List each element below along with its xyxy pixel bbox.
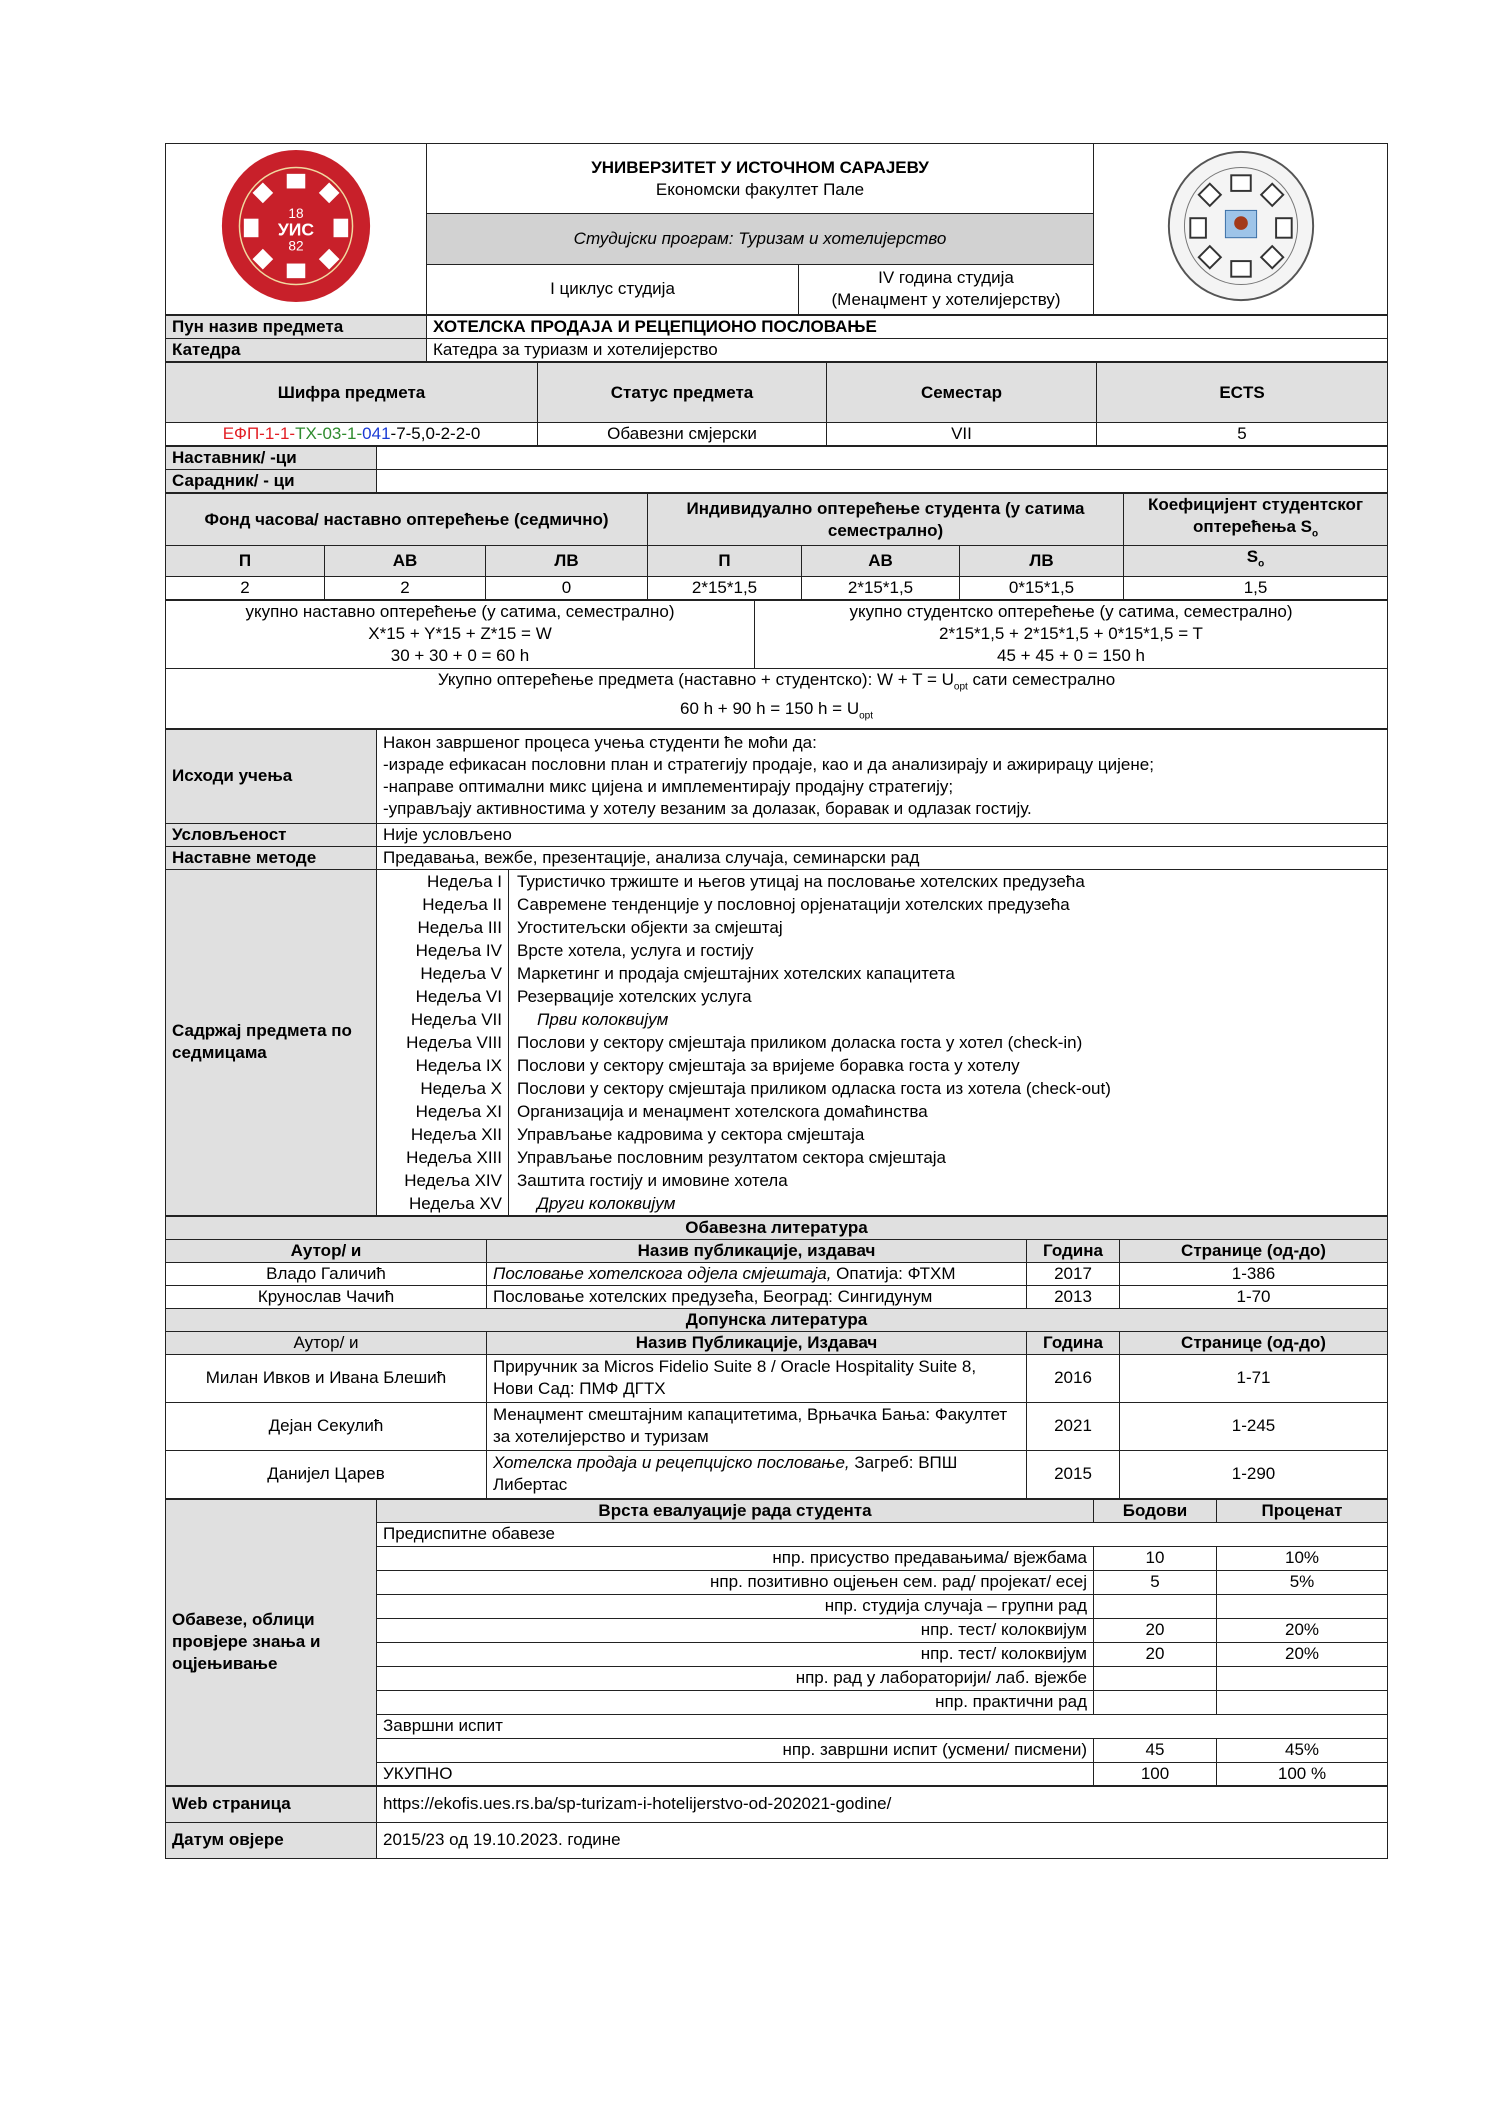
assistant-value	[377, 470, 1388, 493]
lit-pages: 1-290	[1120, 1450, 1388, 1498]
coefficient-label: Коефицијент студентског оптерећења S	[1148, 495, 1364, 536]
lit-title	[487, 1285, 1027, 1308]
mandatory-literature-title: Обавезна литература	[166, 1216, 1388, 1239]
week-label: Недеља IV	[377, 939, 509, 962]
col-p-individual: П	[648, 546, 802, 576]
eval-percent	[1217, 1690, 1388, 1714]
overall-load-sub: opt	[953, 681, 968, 693]
methods-value: Предавања, вежбе, презентације, анализа случаја, семинарски рад	[377, 846, 1388, 869]
week-label: Недеља II	[377, 893, 509, 916]
student-total-formula: 2*15*1,5 + 2*15*1,5 + 0*15*1,5 = T	[939, 624, 1203, 644]
assistant-label: Сарадник/ - ци	[166, 470, 377, 493]
col-av-individual: АВ	[802, 546, 960, 576]
week-label: Недеља XII	[377, 1123, 509, 1146]
lit-pages: 1-71	[1120, 1354, 1388, 1402]
lit-title-rest: Пословање хотелских предузећа, Београд: Сингидунум	[493, 1286, 933, 1306]
week-label: Недеља XIV	[377, 1169, 509, 1192]
eval-points-header: Бодови	[1094, 1499, 1217, 1522]
week-topic: Маркетинг и продаја смјештајних хотелских капацитета	[517, 963, 955, 983]
eval-percent: 45%	[1217, 1738, 1388, 1762]
week-label: Недеља VI	[377, 985, 509, 1008]
eval-item: нпр. рад у лабораторији/ лаб. вјежбе	[377, 1666, 1094, 1690]
outcome-item: -управљају активностима у хотелу везаним за долазак, боравак и одлазак гостију.	[383, 799, 1032, 819]
footer-table	[165, 1786, 1388, 1859]
week-label: Недеља XI	[377, 1100, 509, 1123]
coefficient-sub: o	[1312, 528, 1319, 540]
lit-title	[487, 1402, 1027, 1450]
teaching-total-cell	[166, 600, 755, 668]
week-topic: Управљање пословним резултатом сектора смјештаја	[517, 1147, 947, 1167]
lit-author-header: Аутор/ и	[166, 1239, 487, 1262]
value-lv-weekly: 0	[486, 576, 648, 599]
university-name: УНИВЕРЗИТЕТ У ИСТОЧНОМ САРАЈЕВУ	[591, 157, 929, 177]
weekly-load-header: Фонд часова/ наставно оптерећење (седмично)	[166, 494, 648, 546]
eval-percent: 5%	[1217, 1570, 1388, 1594]
sup-author-header: Аутор/ и	[166, 1331, 487, 1354]
eval-points: 10	[1094, 1546, 1217, 1570]
eval-points: 20	[1094, 1642, 1217, 1666]
outcome-intro: Након завршеног процеса учења студенти ће моћи да:	[383, 733, 817, 753]
lit-pages: 1-70	[1120, 1285, 1388, 1308]
web-label: Web страница	[166, 1786, 377, 1822]
evaluation-label: Обавезе, облици провјере знања и оцјењивање	[166, 1499, 377, 1785]
eval-item: нпр. присуство предавањима/ вјежбама	[377, 1546, 1094, 1570]
lit-title-rest: Загреб: ВПШ Либертас	[493, 1453, 958, 1495]
university-seal-icon	[218, 148, 374, 304]
student-total-cell	[755, 600, 1388, 668]
individual-load-header: Индивидуално оптерећење студента (у сатима семестрално)	[648, 494, 1124, 546]
svg-text:82: 82	[288, 238, 304, 254]
department-value: Катедра за туриазм и хотелијерство	[427, 339, 1388, 362]
supplementary-literature-title: Допунска литература	[166, 1308, 1388, 1331]
literature-row	[166, 1285, 1388, 1308]
code-label: Шифра предмета	[166, 363, 538, 423]
week-topic: Резервације хотелских услуга	[517, 986, 752, 1006]
sup-title-header: Назив Публикације, Издавач	[487, 1331, 1027, 1354]
week-label: Недеља I	[377, 870, 509, 893]
lit-author: Владо Галичић	[166, 1262, 487, 1285]
course-status: Обавезни смјерски	[538, 423, 827, 446]
course-ects: 5	[1097, 423, 1388, 446]
so-label: S	[1246, 547, 1259, 567]
value-p-weekly: 2	[166, 576, 325, 599]
prerequisite-label: Условљеност	[166, 823, 377, 846]
col-so	[1124, 546, 1388, 576]
teacher-value	[377, 447, 1388, 470]
study-year-cell	[799, 264, 1094, 314]
eval-percent-header: Проценат	[1217, 1499, 1388, 1522]
week-topic: Заштита гостију и имовине хотела	[517, 1170, 788, 1190]
course-meta-table	[165, 362, 1388, 446]
final-exam-label: Завршни испит	[377, 1714, 1388, 1738]
sup-pages-header: Странице (од-до)	[1120, 1331, 1388, 1354]
eval-points	[1094, 1594, 1217, 1618]
lit-year: 2016	[1027, 1354, 1120, 1402]
right-logo-cell	[1094, 144, 1388, 315]
week-topic: Послови у сектору смјештаја за вријеме боравка госта у хотелу	[517, 1055, 1020, 1075]
col-lv-weekly: ЛВ	[486, 546, 648, 576]
course-details-table	[165, 729, 1388, 1216]
week-topic: Савремене тенденције у пословној орјенатацији хотелских предузећа	[517, 894, 1070, 914]
value-av-individual: 2*15*1,5	[802, 576, 960, 599]
course-code	[166, 423, 538, 446]
lit-title-italic: Хотелска продаја и рецепцијско пословање,	[493, 1453, 850, 1473]
lit-year-header: Година	[1027, 1239, 1120, 1262]
university-title-cell	[427, 144, 1094, 214]
svg-text:18: 18	[288, 206, 304, 222]
col-p-weekly: П	[166, 546, 325, 576]
outcomes-label: Исходи учења	[166, 729, 377, 823]
literature-row	[166, 1450, 1388, 1498]
literature-row	[166, 1262, 1388, 1285]
week-topic: Управљање кадровима у сектора смјештаја	[517, 1124, 865, 1144]
overall-load-unit: сати семестрално	[967, 669, 1116, 689]
eval-points	[1094, 1690, 1217, 1714]
overall-load-cell	[166, 668, 1388, 728]
study-cycle: I циклус студија	[427, 264, 799, 314]
methods-label: Наставне методе	[166, 846, 377, 869]
week-topic: Послови у сектору смјештаја приликом доласка госта у хотел (check-in)	[517, 1032, 1083, 1052]
total-points: 100	[1094, 1762, 1217, 1785]
approval-label: Датум овјере	[166, 1822, 377, 1858]
code-part-number: 041	[362, 424, 391, 443]
approval-value: 2015/23 од 19.10.2023. године	[377, 1822, 1388, 1858]
lit-pages: 1-386	[1120, 1262, 1388, 1285]
lit-year: 2013	[1027, 1285, 1120, 1308]
week-topic: Врсте хотела, услуга и гостију	[517, 940, 754, 960]
weekly-content-cell	[377, 869, 1388, 1215]
col-lv-individual: ЛВ	[960, 546, 1124, 576]
week-label: Недеља XIII	[377, 1146, 509, 1169]
week-topic-exam: Други колоквијум	[537, 1193, 676, 1213]
overall-load-formula: Укупно оптерећење предмета (наставно + студентско): W + T = U	[437, 669, 954, 689]
staff-table	[165, 446, 1388, 493]
eval-item: нпр. тест/ колоквијум	[377, 1618, 1094, 1642]
full-name-label: Пун назив предмета	[166, 316, 427, 339]
lit-title-italic: Пословање хотелскога одјела смјештаја,	[493, 1263, 832, 1283]
literature-row	[166, 1402, 1388, 1450]
week-topic: Угоститељски објекти за смјештај	[517, 917, 783, 937]
workload-totals-table	[165, 600, 1388, 729]
lit-author: Дејан Секулић	[166, 1402, 487, 1450]
lit-title	[487, 1354, 1027, 1402]
eval-type-header: Врста евалуације рада студента	[377, 1499, 1094, 1522]
eval-points	[1094, 1666, 1217, 1690]
literature-table	[165, 1216, 1388, 1499]
eval-percent: 20%	[1217, 1618, 1388, 1642]
eval-percent	[1217, 1666, 1388, 1690]
value-p-individual: 2*15*1,5	[648, 576, 802, 599]
week-topic: Туристичко тржиште и његов утицај на пословање хотелских предузећа	[517, 871, 1085, 891]
eval-points: 20	[1094, 1618, 1217, 1642]
outcome-item: -направе оптимални микс цијена и имплементирају продајну стратегију;	[383, 777, 954, 797]
department-label: Катедра	[166, 339, 427, 362]
eval-item: нпр. тест/ колоквијум	[377, 1642, 1094, 1666]
evaluation-table	[165, 1499, 1388, 1786]
lit-title	[487, 1262, 1027, 1285]
value-so: 1,5	[1124, 576, 1388, 599]
workload-table	[165, 493, 1388, 600]
prerequisite-value: Није условљено	[377, 823, 1388, 846]
faculty-seal-icon	[1163, 148, 1319, 304]
code-part-program: ТХ-03-1-	[295, 424, 363, 443]
overall-load-result-sub: opt	[859, 710, 874, 722]
course-semester: VII	[827, 423, 1097, 446]
eval-item: нпр. завршни испит (усмени/ писмени)	[377, 1738, 1094, 1762]
status-label: Статус предмета	[538, 363, 827, 423]
week-label: Недеља XV	[377, 1192, 509, 1215]
web-link[interactable]: https://ekofis.ues.rs.ba/sp-turizam-i-hotelijerstvo-od-202021-godine/	[377, 1786, 1388, 1822]
left-logo-cell	[166, 144, 427, 315]
ects-label: ECTS	[1097, 363, 1388, 423]
week-label: Недеља VIII	[377, 1031, 509, 1054]
eval-item: нпр. студија случаја – групни рад	[377, 1594, 1094, 1618]
teacher-label: Наставник/ -ци	[166, 447, 377, 470]
header-table	[165, 143, 1388, 315]
content-label: Садржај предмета по седмицама	[166, 869, 377, 1215]
week-topic: Послови у сектору смјештаја приликом одласка госта из хотела (check-out)	[517, 1078, 1111, 1098]
coefficient-header	[1124, 494, 1388, 546]
lit-title-rest: Менаџмент смештајним капацитетима, Врњачка Бања: Факултет за хотелијерство и туризам	[493, 1405, 1008, 1447]
week-label: Недеља X	[377, 1077, 509, 1100]
course-info-table	[165, 315, 1388, 362]
study-program: Студијски програм: Туризам и хотелијерство	[427, 214, 1094, 264]
course-full-name: ХОТЕЛСКА ПРОДАЈА И РЕЦЕПЦИОНО ПОСЛОВАЊЕ	[427, 316, 1388, 339]
lit-year: 2015	[1027, 1450, 1120, 1498]
week-label: Недеља VII	[377, 1008, 509, 1031]
student-total-title: укупно студентско оптерећење (у сатима, семестрално)	[849, 602, 1293, 622]
lit-pages: 1-245	[1120, 1402, 1388, 1450]
lit-pages-header: Странице (од-до)	[1120, 1239, 1388, 1262]
teaching-total-result: 30 + 30 + 0 = 60 h	[390, 646, 530, 666]
sup-year-header: Година	[1027, 1331, 1120, 1354]
outcomes-cell	[377, 729, 1388, 823]
faculty-name: Економски факултет Пале	[655, 179, 865, 199]
lit-title-header: Назив публикације, издавач	[487, 1239, 1027, 1262]
teaching-total-formula: X*15 + Y*15 + Z*15 = W	[368, 624, 552, 644]
eval-points: 5	[1094, 1570, 1217, 1594]
lit-title-rest: Приручник за Micros Fidelio Suite 8 / Oracle Hospitality Suite 8, Нови Сад: ПМФ ДГТХ	[493, 1357, 977, 1399]
lit-year: 2017	[1027, 1262, 1120, 1285]
lit-title-rest: Опатија: ФТХМ	[831, 1263, 956, 1283]
eval-percent	[1217, 1594, 1388, 1618]
col-av-weekly: АВ	[325, 546, 486, 576]
lit-year: 2021	[1027, 1402, 1120, 1450]
eval-item: нпр. позитивно оцјењен сем. рад/ пројекат/ есеј	[377, 1570, 1094, 1594]
lit-title	[487, 1450, 1027, 1498]
literature-row	[166, 1354, 1388, 1402]
outcome-item: -израде ефикасан пословни план и стратегију продаје, као и да анализирају и ажирирацу цијене;	[383, 755, 1154, 775]
code-part-suffix: -7-5,0-2-2-0	[390, 424, 481, 443]
eval-percent: 20%	[1217, 1642, 1388, 1666]
eval-item: нпр. практични рад	[377, 1690, 1094, 1714]
total-label: УКУПНО	[377, 1762, 1094, 1785]
lit-author: Данијел Царев	[166, 1450, 487, 1498]
overall-load-result: 60 h + 90 h = 150 h = U	[679, 699, 860, 719]
study-year: IV година студија	[878, 268, 1014, 288]
so-sub: o	[1258, 558, 1265, 570]
pre-exam-label: Предиспитне обавезе	[377, 1522, 1388, 1546]
student-total-result: 45 + 45 + 0 = 150 h	[997, 646, 1145, 666]
svg-text:УИС: УИС	[277, 219, 315, 240]
week-label: Недеља IX	[377, 1054, 509, 1077]
total-percent: 100 %	[1217, 1762, 1388, 1785]
value-lv-individual: 0*15*1,5	[960, 576, 1124, 599]
semester-label: Семестар	[827, 363, 1097, 423]
lit-author: Крунослав Чачић	[166, 1285, 487, 1308]
code-part-faculty: ЕФП-1-1-	[222, 424, 296, 443]
eval-points: 45	[1094, 1738, 1217, 1762]
week-label: Недеља III	[377, 916, 509, 939]
eval-percent: 10%	[1217, 1546, 1388, 1570]
week-topic: Организација и менаџмент хотелскога домаћинства	[517, 1101, 928, 1121]
week-label: Недеља V	[377, 962, 509, 985]
overall-load-line2	[172, 698, 1381, 727]
week-topic-exam: Први колоквијум	[537, 1009, 669, 1029]
weekly-content-list	[377, 870, 1387, 1215]
value-av-weekly: 2	[325, 576, 486, 599]
study-module: (Менаџмент у хотелијерству)	[831, 290, 1061, 310]
overall-load-line1	[172, 669, 1381, 698]
syllabus-document	[165, 143, 1387, 1859]
teaching-total-title: укупно наставно оптерећење (у сатима, семестрално)	[245, 602, 675, 622]
lit-author: Милан Ивков и Ивана Блешић	[166, 1354, 487, 1402]
